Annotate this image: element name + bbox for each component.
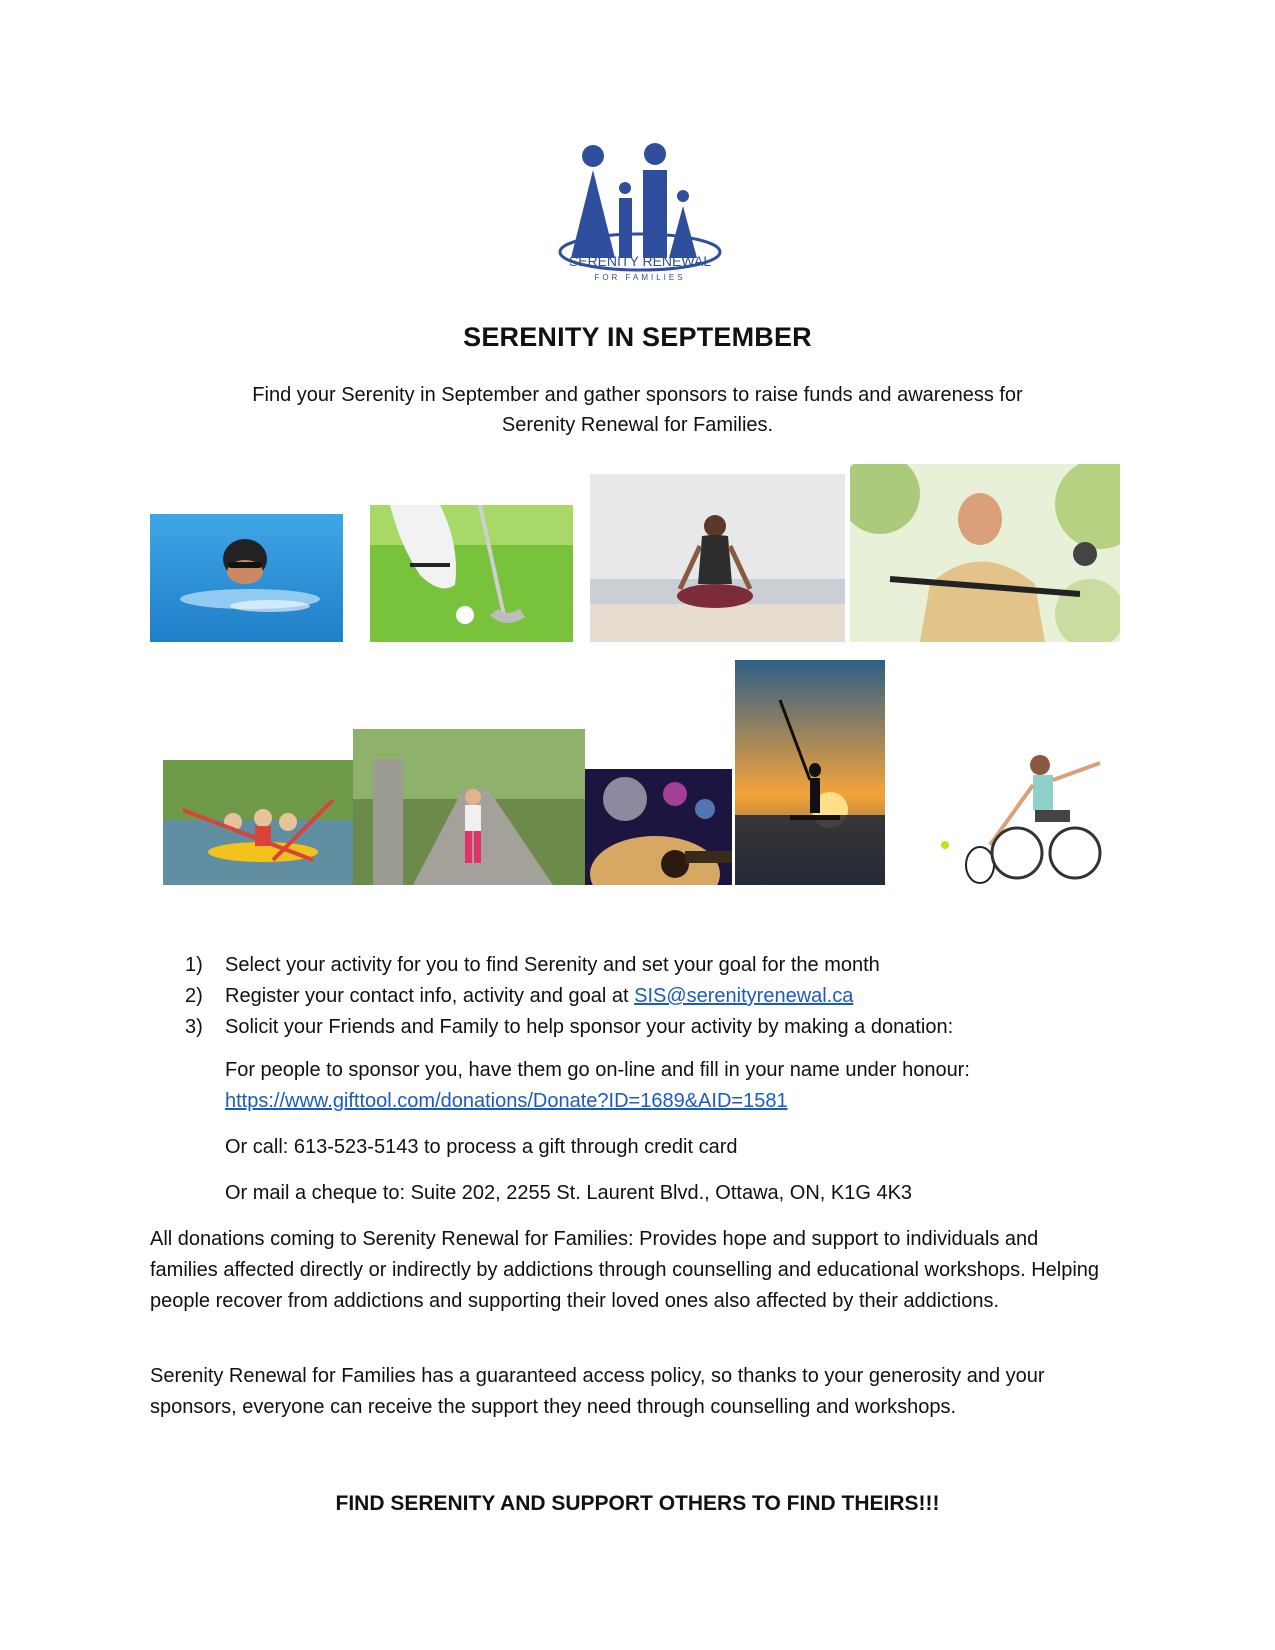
- intro-line-2: Serenity Renewal for Families.: [501, 414, 774, 436]
- logo-text-line2: FOR FAMILIES: [594, 273, 686, 282]
- list-item: [185, 1012, 1085, 1043]
- step-text: Solicit your Friends and Family to help sponsor your activity by making a donation:: [225, 1016, 954, 1038]
- intro-line-1: Find your Serenity in September and gather sponsors to raise funds and awareness for: [252, 384, 1023, 406]
- logo-text-line1: SERENITY RENEWAL: [568, 253, 712, 269]
- cyclist-photo: [850, 464, 1120, 642]
- list-item: [185, 981, 1085, 1012]
- closing-slogan: FIND SERENITY AND SUPPORT OTHERS TO FIND THEIRS!!!: [335, 1492, 940, 1515]
- donation-link[interactable]: https://www.gifttool.com/donations/Donate?ID=1689&AID=1581: [225, 1090, 788, 1112]
- serenity-renewal-logo: [555, 140, 725, 292]
- step-text: Register your contact info, activity and goal at: [225, 985, 635, 1007]
- step-number: 1): [185, 954, 203, 976]
- steps-list: [185, 950, 1085, 1043]
- page-title: SERENITY IN SEPTEMBER: [463, 322, 812, 352]
- golf-photo: [370, 505, 573, 642]
- kayak-photo: [163, 760, 353, 885]
- sponsor-online: [225, 1055, 1085, 1117]
- access-paragraph: Serenity Renewal for Families has a guaranteed access policy, so thanks to your generosity and your sponsors, everyone can receive the support they need through counselling and workshops.: [150, 1365, 1045, 1418]
- sponsor-mail-text: Or mail a cheque to: Suite 202, 2255 St. Laurent Blvd., Ottawa, ON, K1G 4K3: [225, 1182, 913, 1204]
- step-number: 2): [185, 985, 203, 1007]
- step-number: 3): [185, 1016, 203, 1038]
- intro-text: [200, 380, 1075, 440]
- sponsor-online-text: For people to sponsor you, have them go on-line and fill in your name under honour:: [225, 1059, 970, 1081]
- wheelchair-tennis-photo: [935, 745, 1115, 885]
- paddleboard-photo: [735, 660, 885, 885]
- yoga-photo: [590, 474, 845, 642]
- list-item: [185, 950, 1085, 981]
- donations-paragraph: All donations coming to Serenity Renewal for Families: Provides hope and support to individuals and families affected directly or indirectly by addictions through counselling and educational workshops. Helping people recover from addictions and supporting their loved ones also affected by their addictions.: [150, 1228, 1100, 1312]
- guitar-photo: [585, 769, 732, 885]
- step-text: Select your activity for you to find Serenity and set your goal for the month: [225, 954, 880, 976]
- swimmer-photo: [150, 514, 343, 642]
- email-link[interactable]: SIS@serenityrenewal.ca: [634, 985, 854, 1007]
- sponsor-call-text: Or call: 613-523-5143 to process a gift through credit card: [225, 1136, 738, 1158]
- runner-photo: [353, 729, 585, 885]
